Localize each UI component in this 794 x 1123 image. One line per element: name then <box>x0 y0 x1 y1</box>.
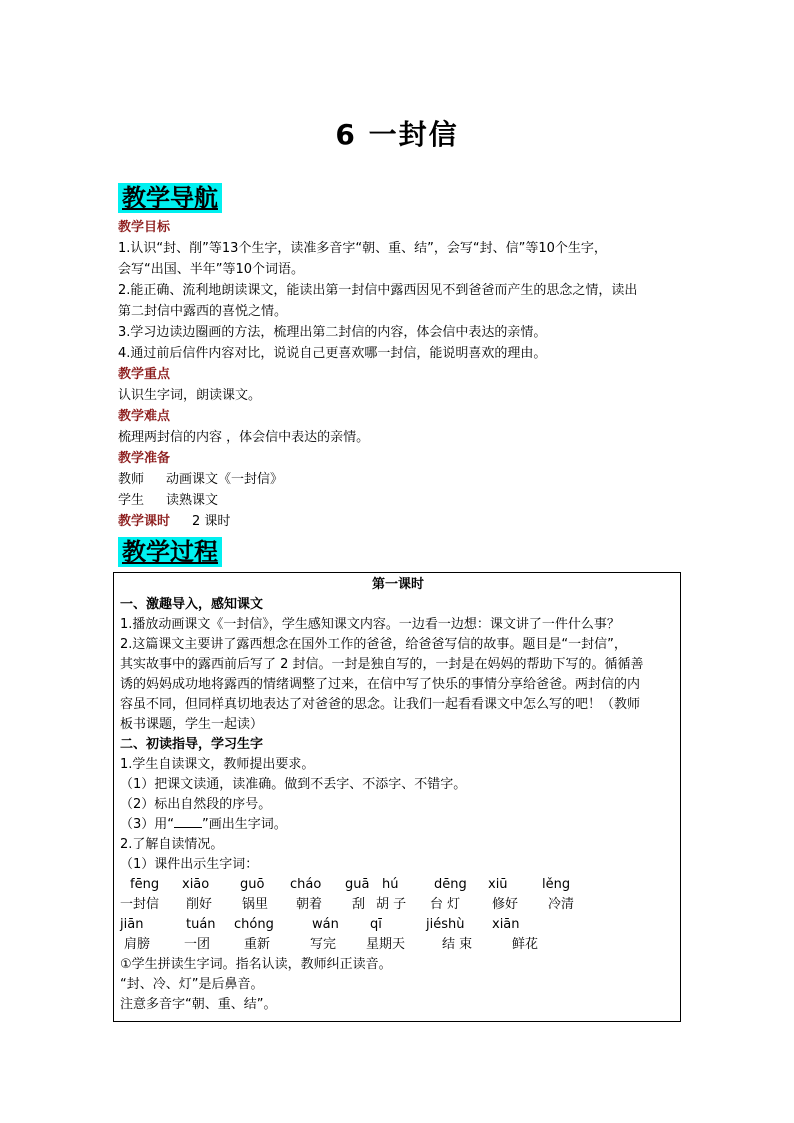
word: 一封信 <box>120 897 160 912</box>
objective-line: 4.通过前后信件内容对比，说说自己更喜欢哪一封信，能说明喜欢的理由。 <box>118 346 547 361</box>
pinyin: guā <box>345 877 370 892</box>
pinyin: xiāo <box>182 877 210 892</box>
preparation-heading: 教学准备 <box>118 451 171 466</box>
word: 台 灯 <box>430 897 461 912</box>
pinyin: jiān <box>120 917 144 932</box>
underline-blank <box>174 815 202 828</box>
objectives-section <box>118 217 684 532</box>
word: 重新 <box>244 937 271 952</box>
key-points-text: 认识生字词，朗读课文。 <box>118 388 262 403</box>
closing-line: “封、冷、灯”是后鼻音。 <box>120 977 264 992</box>
preparation-student <box>118 490 684 511</box>
pinyin: tuán <box>186 917 216 932</box>
part1-line: 2.这篇课文主要讲了露西想念在国外工作的爸爸，给爸爸写信的故事。题目是“一封信”， <box>120 637 627 652</box>
objective-line: 1.认识“封、削”等13个生字，读准多音字“朝、重、结”，会写“封、信”等10个生字， <box>118 241 607 256</box>
pinyin-row-2 <box>120 915 676 935</box>
objective-line: 第二封信中露西的喜悦之情。 <box>118 304 288 319</box>
word: 一团 <box>184 937 211 952</box>
teacher-label: 教师 <box>118 472 145 487</box>
closing-line: 注意多音字“朝、重、结”。 <box>120 997 277 1012</box>
part2-line: 2.了解自读情况。 <box>120 837 224 852</box>
pinyin: qī <box>370 917 382 932</box>
part1-line: 诱的妈妈成功地将露西的情绪调整了过来，在信中写了快乐的事情分享给爸爸。两封信的内 <box>120 677 641 692</box>
pinyin: xiū <box>488 877 508 892</box>
student-text: 读熟课文 <box>166 493 219 508</box>
page-title: 6 一封信 <box>335 118 459 151</box>
word: 写完 <box>310 937 337 952</box>
pinyin: fēng <box>130 877 160 892</box>
pinyin: lěng <box>542 877 571 892</box>
word: 冷清 <box>548 897 575 912</box>
lesson-title: 第一课时 <box>371 577 424 592</box>
student-label: 学生 <box>118 493 145 508</box>
part1-line: 板书课题，学生一起读） <box>120 717 264 732</box>
part2-heading: 二、初读指导，学习生字 <box>120 737 264 752</box>
pinyin: guō <box>240 877 265 892</box>
pinyin: wán <box>312 917 339 932</box>
word: 结 束 <box>442 937 473 952</box>
part2-line: （1）把课文读通，读准确。做到不丢字、不添字、不错字。 <box>120 777 467 792</box>
pinyin: dēng <box>434 877 467 892</box>
objectives-heading: 教学目标 <box>118 220 171 235</box>
teacher-text: 动画课文《一封信》 <box>166 472 284 487</box>
objective-line: 会写“出国、半年”等10个词语。 <box>118 262 305 277</box>
pinyin-row-1 <box>120 875 676 895</box>
words-row-1 <box>120 895 676 915</box>
pinyin: hú <box>382 877 399 892</box>
closing-line: ①学生拼读生字词。指名认读，教师纠正读音。 <box>120 957 392 972</box>
words-row-2 <box>120 935 676 955</box>
word: 胡 子 <box>376 897 407 912</box>
underline-instruction: （3）用“ ”画出生字词。 <box>120 817 287 832</box>
pinyin: jiéshù <box>426 917 465 932</box>
hours-heading: 教学课时 <box>118 514 171 529</box>
word: 削好 <box>186 897 213 912</box>
part1-line: 1.播放动画课文《一封信》，学生感知课文内容。一边看一边想：课文讲了一件什么事？ <box>120 617 620 632</box>
nav-banner: 教学导航 <box>118 183 222 213</box>
part1-line: 其实故事中的露西前后写了 2 封信。一封是独自写的，一封是在妈妈的帮助下写的。循循善 <box>120 657 644 672</box>
pinyin: cháo <box>290 877 322 892</box>
part2-line: （2）标出自然段的序号。 <box>120 797 272 812</box>
lesson-box <box>113 572 681 1022</box>
word: 鲜花 <box>512 937 539 952</box>
part2-line: （1）课件出示生字词： <box>120 857 259 872</box>
part1-line: 容虽不同，但同样真切地表达了对爸爸的思念。让我们一起看看课文中怎么写的吧！（教师 <box>120 697 641 712</box>
word: 朝着 <box>296 897 323 912</box>
objective-line: 2.能正确、流利地朗读课文，能读出第一封信中露西因见不到爸爸而产生的思念之情，读出 <box>118 283 638 298</box>
part2-line: 1.学生自读课文，教师提出要求。 <box>120 757 315 772</box>
difficulties-text: 梳理两封信的内容 ，体会信中表达的亲情。 <box>118 430 370 445</box>
pinyin: chóng <box>234 917 274 932</box>
key-points-heading: 教学重点 <box>118 367 171 382</box>
preparation-teacher <box>118 469 684 490</box>
word: 肩膀 <box>124 937 151 952</box>
word: 刮 <box>352 897 366 912</box>
difficulties-heading: 教学难点 <box>118 409 171 424</box>
process-banner: 教学过程 <box>118 537 222 567</box>
word: 修好 <box>492 897 519 912</box>
hours-text: 2 课时 <box>192 514 231 529</box>
part1-heading: 一、激趣导入，感知课文 <box>120 597 264 612</box>
pinyin: xiān <box>492 917 520 932</box>
objective-line: 3.学习边读边圈画的方法，梳理出第二封信的内容，体会信中表达的亲情。 <box>118 325 547 340</box>
word: 锅里 <box>242 897 269 912</box>
word: 星期天 <box>366 937 406 952</box>
hours-line <box>118 511 684 532</box>
